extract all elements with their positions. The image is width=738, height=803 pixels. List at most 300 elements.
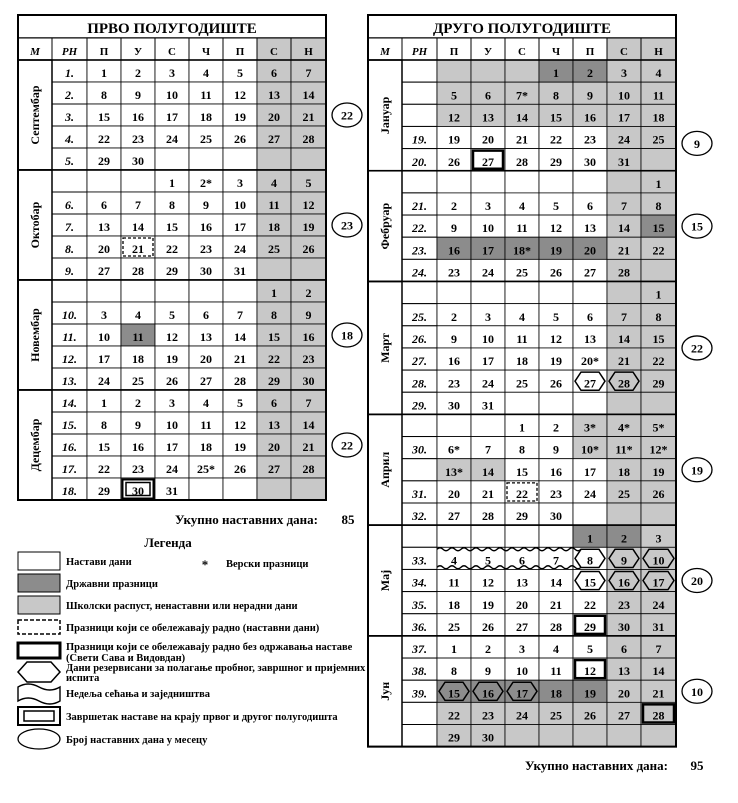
day-cell: 11 <box>200 88 212 102</box>
day-cell: 5 <box>485 553 491 568</box>
day-cell: 18 <box>652 110 665 125</box>
day-cell: 25 <box>200 132 212 146</box>
legend-item-teaching: Настави дани <box>66 557 132 568</box>
week-row <box>52 214 326 236</box>
semester-title: ПРВО ПОЛУГОДИШТЕ <box>87 21 257 37</box>
day-cell: 20 <box>516 597 528 612</box>
day-cell: 12 <box>234 418 246 432</box>
day-cell: 10* <box>581 442 599 457</box>
day-cell: 10 <box>482 331 494 346</box>
day-cell: 20* <box>581 354 599 369</box>
day-cell: 1 <box>169 176 175 190</box>
day-cell: 19 <box>234 110 246 124</box>
day-cell: 16 <box>448 354 460 369</box>
day-cell: 20 <box>268 110 280 124</box>
week-row <box>52 126 326 148</box>
day-cell: 21 <box>516 132 528 147</box>
week-row <box>402 60 676 82</box>
week-row <box>52 390 326 412</box>
day-cell: 12 <box>302 198 315 212</box>
month-name: Септембар <box>28 85 42 145</box>
day-count: 15 <box>691 219 703 234</box>
day-cell: 26 <box>166 374 178 388</box>
day-cell: 3 <box>101 308 107 322</box>
day-cell: 17 <box>482 243 494 258</box>
day-cell: 7 <box>553 553 559 568</box>
day-cell: 10 <box>98 330 110 344</box>
day-cell: 4 <box>655 66 662 81</box>
day-cell: 23 <box>618 597 630 612</box>
day-header: Ч <box>551 46 561 58</box>
day-cell: 2 <box>553 420 559 435</box>
day-cell: 1 <box>587 531 593 546</box>
day-cell: 19 <box>584 686 596 701</box>
day-cell: 7 <box>621 199 627 214</box>
day-cell: 25 <box>448 619 460 634</box>
week-number: 9. <box>65 264 74 278</box>
day-cell: 2* <box>200 176 212 190</box>
day-cell: 2 <box>451 199 457 214</box>
day-cell: 21 <box>482 487 494 501</box>
day-cell: 14 <box>618 331 630 346</box>
day-cell: 9 <box>135 88 141 102</box>
month-name: Јун <box>378 681 392 701</box>
second-total-label: Укупно наставних дана: <box>525 758 668 773</box>
month-name: Октобар <box>28 201 42 249</box>
day-cell: 23 <box>482 708 494 723</box>
month-name: Децембар <box>28 418 42 472</box>
day-cell: 30 <box>132 484 144 498</box>
day-cell: 16 <box>132 440 144 454</box>
day-header: М <box>30 46 40 58</box>
day-cell: 25 <box>618 487 630 501</box>
day-cell: 27 <box>448 509 460 524</box>
day-cell: 25 <box>516 265 528 280</box>
week-row <box>402 702 676 724</box>
legend-item-state: Државни празници <box>66 579 158 590</box>
day-cell: 27 <box>516 619 528 634</box>
day-cell: 6 <box>101 198 107 212</box>
day-cell: 15 <box>584 575 596 590</box>
day-cell: 5 <box>169 308 175 322</box>
day-cell: 17 <box>652 575 665 590</box>
day-count: 20 <box>691 574 703 589</box>
week-number: 30. <box>412 442 427 457</box>
week-row <box>402 348 676 370</box>
day-cell: 30 <box>302 374 315 388</box>
day-cell: 11 <box>448 575 460 590</box>
week-row <box>402 370 676 392</box>
week-row <box>402 171 676 193</box>
day-header: У <box>133 46 143 58</box>
day-cell: 14 <box>652 664 665 679</box>
day-cell: 9 <box>553 442 559 457</box>
day-cell: 24 <box>652 597 665 612</box>
day-cell: 12 <box>166 330 178 344</box>
day-cell: 25 <box>132 374 144 388</box>
day-cell: 3 <box>621 66 627 81</box>
day-header: П <box>235 46 245 58</box>
week-number: 22. <box>412 221 427 236</box>
day-cell: 22 <box>448 708 460 723</box>
week-row <box>402 725 676 747</box>
week-number: 31. <box>412 487 427 501</box>
month-name: Новембар <box>28 308 42 362</box>
day-cell: 21 <box>302 440 315 454</box>
week-number: 5. <box>65 154 74 168</box>
day-cell: 13 <box>98 220 110 234</box>
day-cell: 21 <box>132 242 144 256</box>
day-cell: 6 <box>621 642 627 657</box>
legend-item-circle: Број наставних дана у месецу <box>66 735 208 746</box>
day-cell: 17 <box>618 110 630 125</box>
day-cell: 12 <box>234 88 246 102</box>
day-cell: 29 <box>516 509 528 524</box>
day-cell: 13 <box>516 575 528 590</box>
week-row <box>52 82 326 104</box>
day-cell: 24 <box>166 132 178 146</box>
month-name: Април <box>378 451 392 488</box>
day-cell: 6 <box>587 309 593 324</box>
day-cell: 20 <box>200 352 212 366</box>
day-cell: 6 <box>587 199 593 214</box>
week-row <box>402 459 676 481</box>
day-cell: 5 <box>305 176 312 190</box>
week-number: 4. <box>65 132 74 146</box>
week-row <box>52 368 326 390</box>
day-cell: 21 <box>618 243 630 258</box>
day-cell: 10 <box>516 664 528 679</box>
week-row <box>402 326 676 348</box>
week-row <box>402 636 676 658</box>
legend-star: * <box>201 557 209 572</box>
day-cell: 4 <box>203 396 209 410</box>
semester-title: ДРУГО ПОЛУГОДИШТЕ <box>432 21 612 37</box>
day-cell: 29 <box>448 730 460 745</box>
day-cell: 25 <box>550 708 562 723</box>
day-cell: 13 <box>482 110 494 125</box>
day-cell: 8 <box>519 442 525 457</box>
week-number: 15. <box>62 418 77 432</box>
day-cell: 15 <box>268 330 280 344</box>
day-cell: 7 <box>135 198 141 212</box>
day-cell: 24 <box>234 242 246 256</box>
day-cell: 6 <box>271 66 277 80</box>
day-cell: 26 <box>584 708 596 723</box>
day-count: 19 <box>691 463 703 478</box>
day-cell: 6 <box>271 396 277 410</box>
day-cell: 23 <box>448 265 460 280</box>
day-header: У <box>483 46 493 58</box>
day-cell: 8 <box>271 308 277 322</box>
day-cell: 2 <box>621 531 627 546</box>
day-cell: 27 <box>618 708 630 723</box>
day-cell: 13 <box>584 331 596 346</box>
day-cell: 12 <box>482 575 494 590</box>
day-cell: 22 <box>166 242 178 256</box>
week-number: 11. <box>62 330 77 344</box>
day-cell: 1 <box>101 396 107 410</box>
week-row <box>402 569 676 591</box>
day-cell: 14 <box>302 418 315 432</box>
day-cell: 25* <box>197 462 215 476</box>
week-row <box>402 215 676 237</box>
day-cell: 9 <box>203 198 209 212</box>
day-cell: 29 <box>584 619 596 634</box>
day-cell: 22 <box>584 597 596 612</box>
day-cell: 18 <box>550 686 562 701</box>
first-total-value: 85 <box>341 512 355 527</box>
day-cell: 3 <box>655 531 662 546</box>
second-total-value: 95 <box>690 758 704 773</box>
day-cell: 12 <box>550 221 562 236</box>
first-semester-table <box>18 15 362 500</box>
day-cell: 5 <box>553 309 559 324</box>
day-cell: 15 <box>550 110 562 125</box>
day-cell: 28 <box>618 265 630 280</box>
day-cell: 7 <box>305 66 312 80</box>
week-number: 17. <box>62 462 77 476</box>
day-cell: 2 <box>135 396 141 410</box>
day-cell: 13 <box>584 221 596 236</box>
day-cell: 3 <box>485 199 491 214</box>
day-cell: 1 <box>553 66 559 81</box>
day-cell: 10 <box>482 221 494 236</box>
day-cell: 24 <box>584 487 596 501</box>
day-cell: 1 <box>519 420 525 435</box>
day-cell: 17 <box>166 440 178 454</box>
day-cell: 18 <box>268 220 280 234</box>
week-row <box>52 456 326 478</box>
week-number: 2. <box>65 88 74 102</box>
day-count: 22 <box>341 438 353 453</box>
day-cell: 5* <box>652 420 665 435</box>
legend-item-thick: Празници који се обележавају радно без одржавања наставе (Свети Сава и Видовдан) <box>66 642 353 664</box>
week-number: 26. <box>412 331 427 346</box>
day-cell: 6 <box>519 553 525 568</box>
day-cell: 15 <box>98 440 110 454</box>
day-cell: 26 <box>550 265 562 280</box>
day-cell: 7 <box>621 309 627 324</box>
day-cell: 8 <box>553 88 559 103</box>
day-cell: 29 <box>98 484 110 498</box>
month-name: Март <box>378 333 392 363</box>
day-cell: 13 <box>268 88 280 102</box>
day-cell: 29 <box>98 154 110 168</box>
day-cell: 15 <box>448 686 460 701</box>
day-cell: 20 <box>618 686 630 701</box>
day-cell: 9 <box>485 664 491 679</box>
week-number: 25. <box>412 309 427 324</box>
day-cell: 14 <box>516 110 528 125</box>
week-row <box>402 525 676 547</box>
day-cell: 24 <box>618 132 630 147</box>
day-cell: 23 <box>584 132 596 147</box>
day-cell: 24 <box>166 462 178 476</box>
week-row <box>402 680 676 702</box>
day-cell: 7* <box>516 88 528 103</box>
week-row <box>52 302 326 324</box>
day-cell: 19 <box>652 464 665 479</box>
day-cell: 16 <box>200 220 212 234</box>
day-cell: 26 <box>234 462 246 476</box>
week-row <box>52 236 326 258</box>
month-name: Мај <box>378 569 392 592</box>
week-row <box>402 614 676 636</box>
week-row <box>52 170 326 192</box>
day-cell: 2 <box>485 642 491 657</box>
day-cell: 1 <box>101 66 107 80</box>
day-cell: 9 <box>451 331 457 346</box>
week-number: 20. <box>412 154 427 169</box>
day-cell: 14 <box>482 464 494 479</box>
day-cell: 15 <box>652 221 665 236</box>
legend-item-double: Завршетак наставе на крају првог и другог полугодишта <box>66 712 338 723</box>
week-number: 3. <box>65 110 74 124</box>
day-cell: 12* <box>649 442 668 457</box>
day-cell: 25 <box>268 242 280 256</box>
week-number: 21. <box>412 199 427 214</box>
day-cell: 21 <box>652 686 665 701</box>
day-cell: 30 <box>550 509 562 524</box>
week-row <box>402 481 676 503</box>
day-cell: 15 <box>98 110 110 124</box>
day-cell: 14 <box>132 220 144 234</box>
day-header: П <box>585 46 595 58</box>
day-cell: 10 <box>166 418 178 432</box>
day-cell: 21 <box>234 352 246 366</box>
day-cell: 9 <box>587 88 593 103</box>
day-cell: 17 <box>482 354 494 369</box>
day-cell: 20 <box>98 242 110 256</box>
day-cell: 4 <box>451 553 457 568</box>
day-cell: 16 <box>584 110 596 125</box>
day-cell: 13 <box>618 664 630 679</box>
day-cell: 23 <box>302 352 315 366</box>
day-cell: 5 <box>587 642 593 657</box>
week-number: 10. <box>62 308 77 322</box>
day-cell: 11 <box>516 331 528 346</box>
day-cell: 22 <box>652 243 665 258</box>
day-header: М <box>380 46 390 58</box>
day-cell: 8 <box>101 418 107 432</box>
day-cell: 21 <box>302 110 315 124</box>
day-cell: 10 <box>618 88 630 103</box>
day-cell: 1 <box>271 286 277 300</box>
day-cell: 14 <box>302 88 315 102</box>
day-cell: 6 <box>203 308 209 322</box>
week-number: 27. <box>412 354 427 369</box>
week-number: 24. <box>412 265 427 280</box>
week-row <box>52 434 326 456</box>
day-cell: 29 <box>652 376 665 391</box>
day-cell: 29 <box>166 264 178 278</box>
second-semester-table <box>368 15 712 747</box>
day-cell: 23 <box>550 487 562 501</box>
day-cell: 25 <box>516 376 528 391</box>
day-cell: 18 <box>200 110 212 124</box>
week-row <box>402 237 676 259</box>
day-cell: 29 <box>550 154 562 169</box>
day-header: Н <box>304 46 313 58</box>
day-cell: 28 <box>550 619 562 634</box>
day-cell: 17 <box>516 686 528 701</box>
day-cell: 14 <box>234 330 246 344</box>
week-number: 12. <box>62 352 77 366</box>
day-cell: 27 <box>584 265 596 280</box>
day-cell: 23 <box>132 462 144 476</box>
week-row <box>52 192 326 214</box>
day-header: РН <box>411 46 428 58</box>
week-number: 36. <box>412 619 427 634</box>
day-cell: 2 <box>451 309 457 324</box>
day-cell: 19 <box>234 440 246 454</box>
day-cell: 2 <box>135 66 141 80</box>
day-cell: 22 <box>516 487 528 501</box>
week-row <box>402 547 676 569</box>
day-cell: 12 <box>448 110 460 125</box>
week-row <box>402 104 676 126</box>
day-cell: 24 <box>98 374 110 388</box>
day-cell: 31 <box>482 398 494 413</box>
day-cell: 11 <box>550 664 562 679</box>
week-number: 8. <box>65 242 74 256</box>
week-number: 39. <box>412 686 427 701</box>
week-row <box>52 60 326 82</box>
day-cell: 26 <box>448 154 460 169</box>
day-cell: 27 <box>200 374 212 388</box>
day-cell: 4* <box>618 420 630 435</box>
day-cell: 30 <box>618 619 630 634</box>
week-number: 14. <box>62 396 77 410</box>
day-cell: 14 <box>550 575 562 590</box>
day-cell: 23 <box>200 242 212 256</box>
day-cell: 26 <box>652 487 665 501</box>
day-cell: 22 <box>268 352 280 366</box>
day-cell: 16 <box>302 330 315 344</box>
week-number: 13. <box>62 374 77 388</box>
day-cell: 16 <box>448 243 460 258</box>
day-cell: 12 <box>550 331 562 346</box>
day-cell: 3 <box>519 642 525 657</box>
day-cell: 31 <box>652 619 665 634</box>
day-cell: 27 <box>584 376 596 391</box>
week-row <box>402 658 676 680</box>
day-cell: 21 <box>618 354 630 369</box>
day-header: С <box>518 46 526 58</box>
day-cell: 30 <box>482 730 494 745</box>
day-cell: 19 <box>166 352 178 366</box>
day-cell: 23 <box>448 376 460 391</box>
legend-item-break: Школски распуст, ненаставни или нерадни дани <box>66 601 298 612</box>
week-number: 7. <box>65 220 74 234</box>
day-cell: 19 <box>550 243 562 258</box>
day-cell: 30 <box>448 398 460 413</box>
day-cell: 28 <box>302 462 315 476</box>
day-cell: 5 <box>553 199 559 214</box>
day-cell: 4 <box>271 176 277 190</box>
day-cell: 11* <box>615 442 633 457</box>
day-cell: 8 <box>101 88 107 102</box>
day-cell: 10 <box>234 198 246 212</box>
day-cell: 2 <box>305 286 312 300</box>
legend <box>18 535 366 749</box>
day-cell: 21 <box>550 597 562 612</box>
day-header: С <box>620 46 628 58</box>
day-cell: 17 <box>98 352 110 366</box>
week-number: 16. <box>62 440 77 454</box>
day-cell: 4 <box>519 309 525 324</box>
